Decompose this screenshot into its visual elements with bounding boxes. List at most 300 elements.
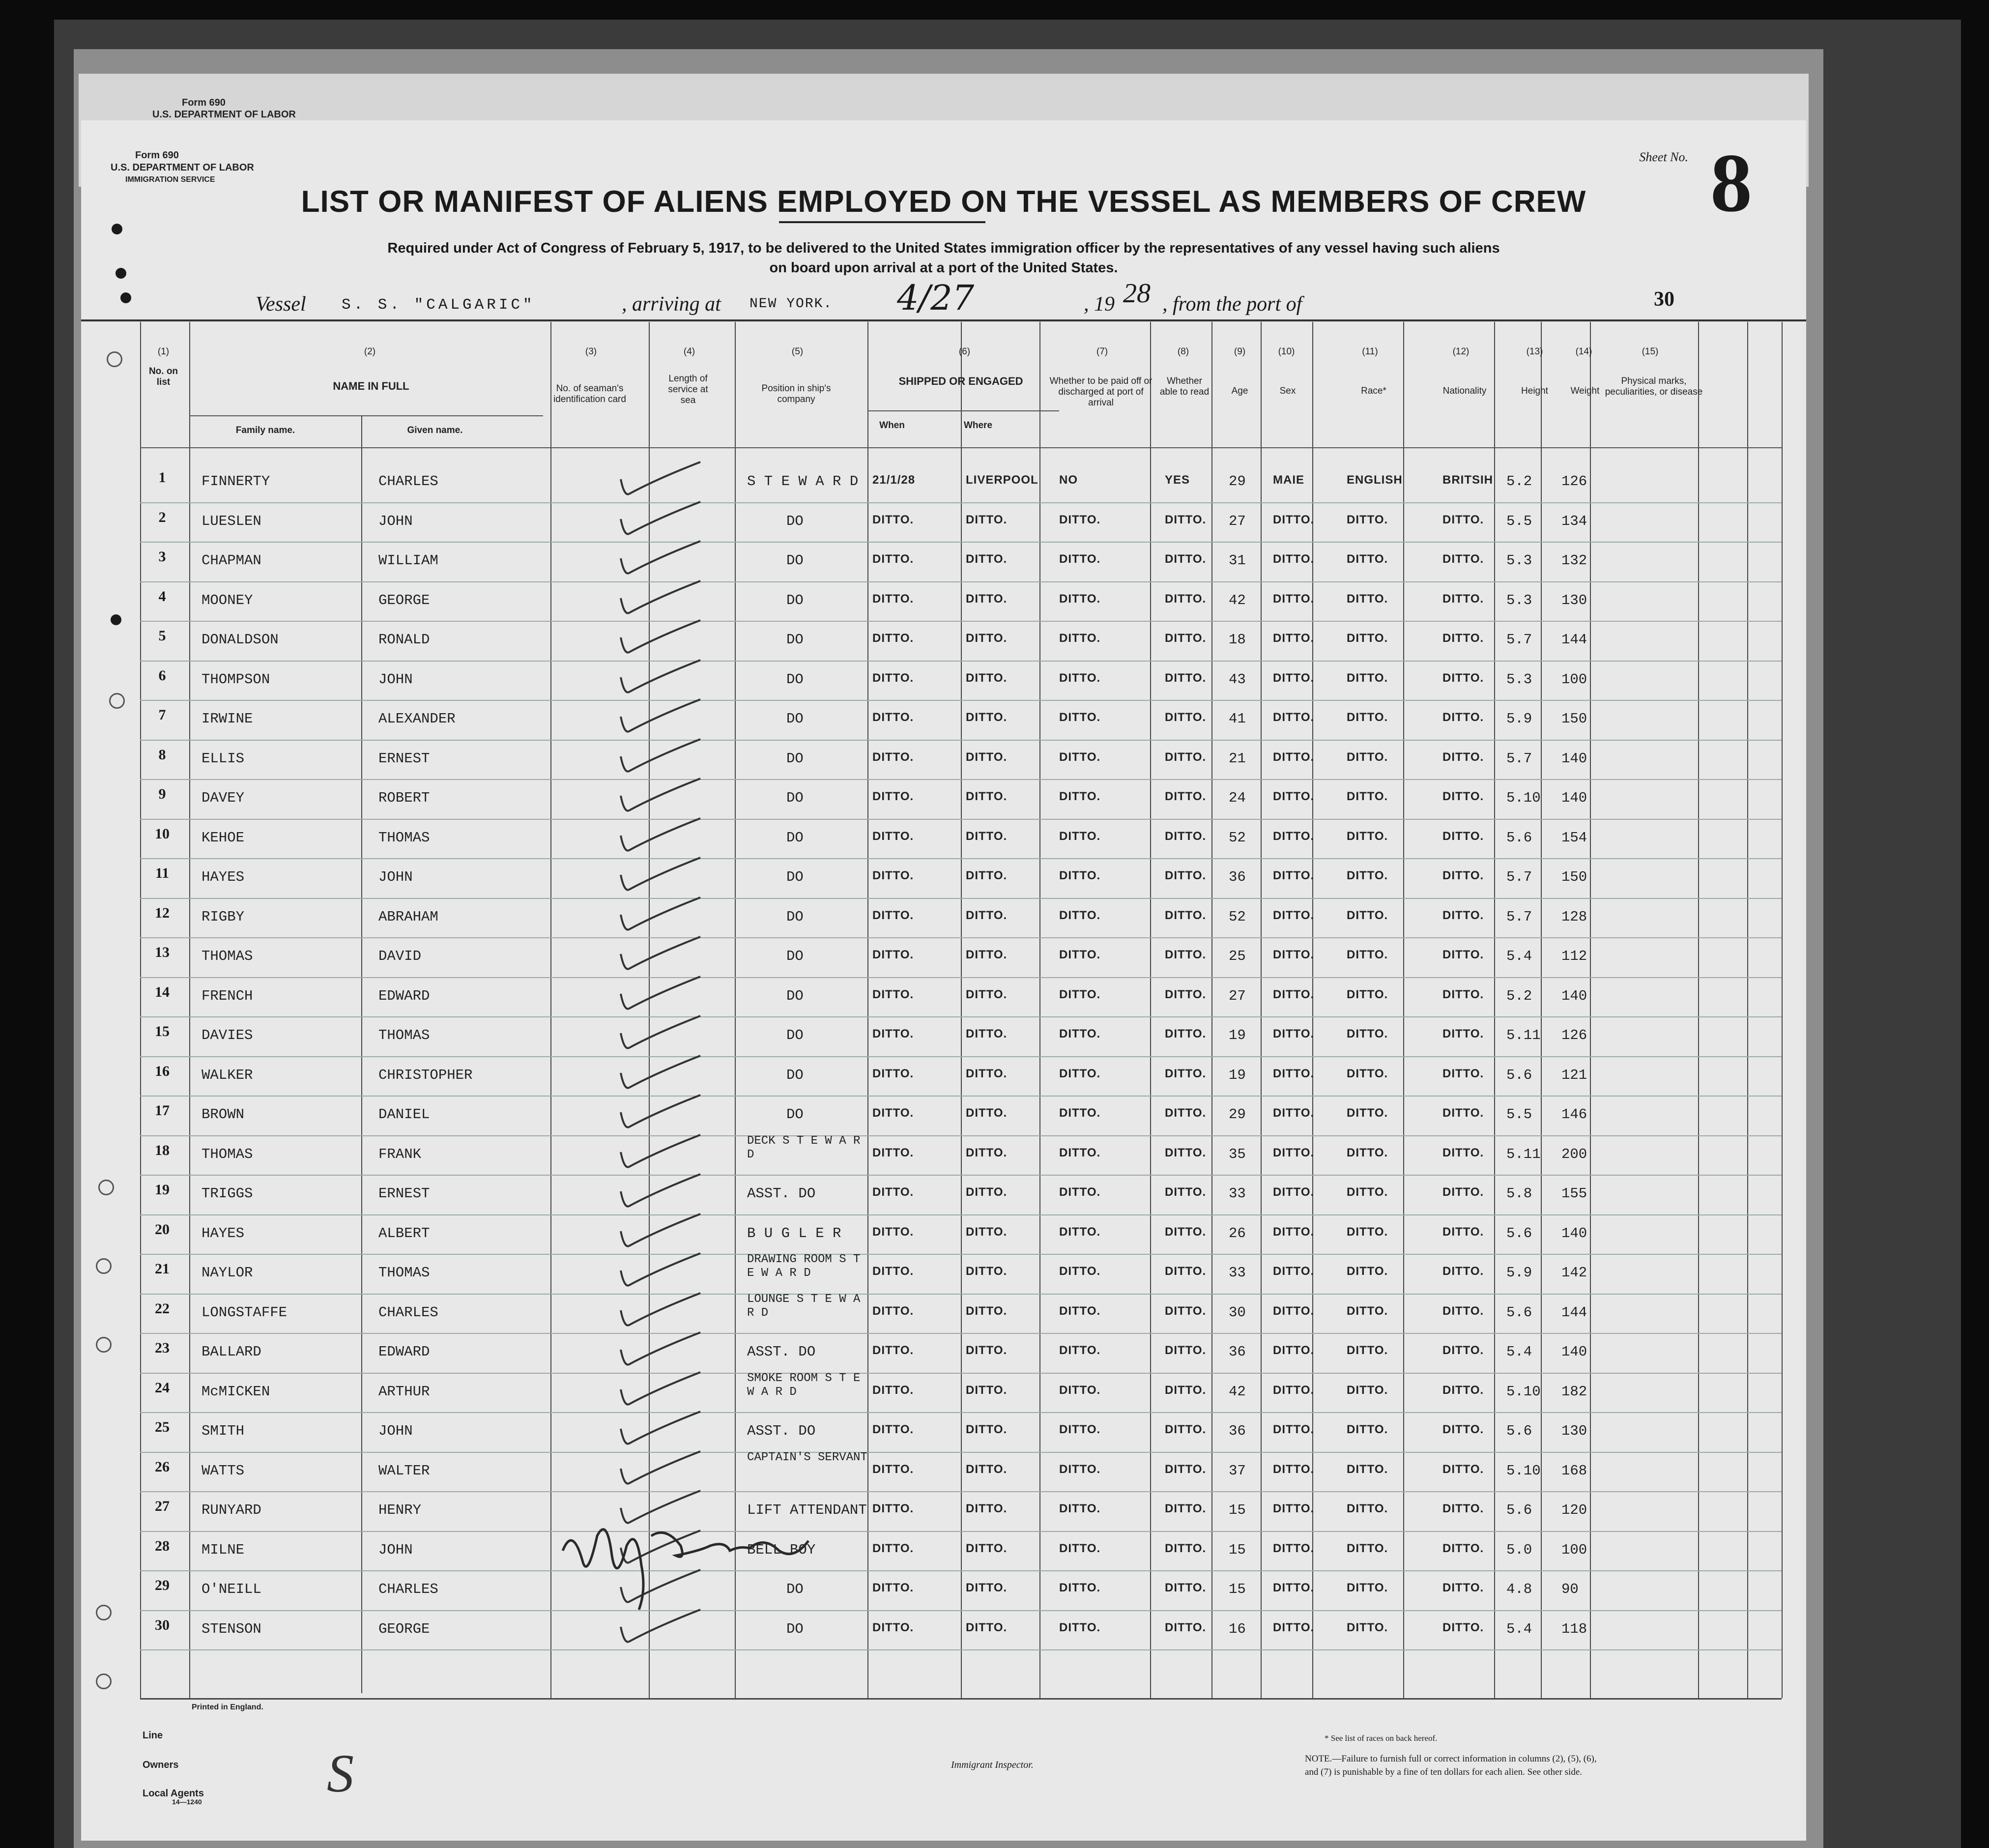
row-rule xyxy=(140,1056,1782,1057)
cell-when: DITTO. xyxy=(872,592,914,606)
cell-when: DITTO. xyxy=(872,632,914,645)
cell-where: DITTO. xyxy=(966,1620,1008,1634)
row-rule xyxy=(140,661,1782,662)
cell-read: DITTO. xyxy=(1165,1225,1207,1239)
name-subheader-line xyxy=(189,415,543,416)
cell-where: DITTO. xyxy=(966,1502,1008,1515)
cell-height: 5.4 xyxy=(1506,948,1532,964)
cell-weight: 128 xyxy=(1561,908,1587,925)
cell-sex: DITTO. xyxy=(1273,592,1315,606)
cell-where: DITTO. xyxy=(966,1185,1008,1199)
cell-nat: DITTO. xyxy=(1442,1541,1484,1555)
cell-nat: DITTO. xyxy=(1442,1620,1484,1634)
cell-given: DAVID xyxy=(378,948,422,964)
cell-race: DITTO. xyxy=(1347,513,1388,526)
row-number: 3 xyxy=(158,549,166,565)
col-15-number: (15) xyxy=(1642,346,1659,357)
cell-paid: DITTO. xyxy=(1059,1027,1101,1040)
cell-weight: 140 xyxy=(1561,987,1587,1004)
header-divider xyxy=(81,319,1806,321)
cell-read: DITTO. xyxy=(1165,1423,1207,1436)
cell-nat: BRITSIH xyxy=(1442,473,1493,487)
cell-race: DITTO. xyxy=(1347,1146,1388,1159)
check-mark-icon xyxy=(617,1053,705,1097)
cell-read: DITTO. xyxy=(1165,592,1207,606)
cell-read: DITTO. xyxy=(1165,750,1207,764)
cell-age: 35 xyxy=(1229,1146,1246,1162)
cell-age: 25 xyxy=(1229,948,1246,964)
row-number: 30 xyxy=(155,1617,170,1633)
cell-when: DITTO. xyxy=(872,1383,914,1397)
col-sex: Sex xyxy=(1279,386,1296,396)
cell-height: 5.6 xyxy=(1506,1502,1532,1518)
cell-age: 43 xyxy=(1229,671,1246,688)
cell-given: THOMAS xyxy=(378,1265,430,1281)
cell-position: DO xyxy=(786,750,804,767)
col-6-number: (6) xyxy=(958,346,971,357)
cell-where: DITTO. xyxy=(966,1067,1008,1080)
cell-read: DITTO. xyxy=(1165,790,1207,803)
cell-nat: DITTO. xyxy=(1442,790,1484,803)
cell-position: DO xyxy=(786,908,804,925)
row-rule xyxy=(140,581,1782,582)
cell-when: DITTO. xyxy=(872,1620,914,1634)
row-rule xyxy=(140,1294,1782,1295)
cell-family: NAYLOR xyxy=(202,1265,253,1281)
cell-weight: 140 xyxy=(1561,750,1587,767)
cell-read: DITTO. xyxy=(1165,632,1207,645)
cell-nat: DITTO. xyxy=(1442,1265,1484,1278)
row-number: 5 xyxy=(158,628,166,644)
cell-paid: DITTO. xyxy=(1059,592,1101,606)
cell-position: BELL BOY xyxy=(747,1541,816,1558)
form-code: 14—1240 xyxy=(172,1798,202,1806)
back-department: U.S. DEPARTMENT OF LABOR xyxy=(152,109,296,120)
cell-race: DITTO. xyxy=(1347,592,1388,606)
cell-age: 15 xyxy=(1229,1541,1246,1558)
cell-where: DITTO. xyxy=(966,750,1008,764)
check-mark-icon xyxy=(617,816,705,860)
cell-height: 5.4 xyxy=(1506,1344,1532,1360)
row-rule xyxy=(140,937,1782,938)
cell-given: EDWARD xyxy=(378,987,430,1004)
cell-age: 15 xyxy=(1229,1502,1246,1518)
cell-read: DITTO. xyxy=(1165,513,1207,526)
cell-nat: DITTO. xyxy=(1442,552,1484,566)
row-rule xyxy=(140,542,1782,543)
col-3-number: (3) xyxy=(585,346,597,357)
cell-when: DITTO. xyxy=(872,1265,914,1278)
cell-height: 5.6 xyxy=(1506,1225,1532,1242)
cell-height: 5.11 xyxy=(1506,1146,1541,1162)
cell-read: DITTO. xyxy=(1165,948,1207,961)
cell-age: 31 xyxy=(1229,552,1246,569)
cell-race: DITTO. xyxy=(1347,908,1388,922)
col-family-name: Family name. xyxy=(235,425,295,435)
cell-race: DITTO. xyxy=(1347,1581,1388,1594)
cell-paid: DITTO. xyxy=(1059,1423,1101,1436)
check-mark-icon xyxy=(617,1449,705,1493)
cell-nat: DITTO. xyxy=(1442,1027,1484,1040)
cell-race: ENGLISH xyxy=(1347,473,1403,487)
row-rule xyxy=(140,779,1782,780)
cell-read: DITTO. xyxy=(1165,711,1207,724)
check-mark-icon xyxy=(617,697,705,741)
cell-given: EDWARD xyxy=(378,1344,430,1360)
cell-age: 24 xyxy=(1229,790,1246,806)
col-4-number: (4) xyxy=(683,346,695,357)
cell-nat: DITTO. xyxy=(1442,829,1484,843)
cell-family: DONALDSON xyxy=(202,632,279,648)
cell-where: DITTO. xyxy=(966,1265,1008,1278)
cell-given: THOMAS xyxy=(378,829,430,846)
check-mark-icon xyxy=(617,1251,705,1295)
check-mark-icon xyxy=(617,1093,705,1137)
cell-height: 5.0 xyxy=(1506,1541,1532,1558)
row-rule xyxy=(140,1452,1782,1453)
cell-position: S T E W A R D xyxy=(747,473,859,490)
cell-paid: NO xyxy=(1059,473,1078,487)
row-number: 7 xyxy=(158,707,166,723)
cell-sex: DITTO. xyxy=(1273,869,1315,882)
cell-where: DITTO. xyxy=(966,513,1008,526)
row-rule xyxy=(140,1016,1782,1017)
cell-nat: DITTO. xyxy=(1442,1225,1484,1239)
cell-age: 15 xyxy=(1229,1581,1246,1597)
cell-weight: 100 xyxy=(1561,671,1587,688)
cell-race: DITTO. xyxy=(1347,1462,1388,1476)
cell-paid: DITTO. xyxy=(1059,711,1101,724)
cell-position: DO xyxy=(786,1027,804,1043)
cell-weight: 154 xyxy=(1561,829,1587,846)
cell-when: 21/1/28 xyxy=(872,473,916,487)
cell-when: DITTO. xyxy=(872,1027,914,1040)
cell-age: 37 xyxy=(1229,1462,1246,1479)
cell-age: 21 xyxy=(1229,750,1246,767)
cell-read: DITTO. xyxy=(1165,1620,1207,1634)
penalty-note: NOTE.—Failure to furnish full or correct information in columns (2), (5), (6), and (7) is punishable by a fine of ten dollars for each alien. See other side. xyxy=(1305,1754,1597,1777)
cell-nat: DITTO. xyxy=(1442,1344,1484,1357)
cell-when: DITTO. xyxy=(872,1462,914,1476)
cell-race: DITTO. xyxy=(1347,1383,1388,1397)
row-rule xyxy=(140,502,1782,503)
check-mark-icon xyxy=(617,499,705,544)
cell-weight: 150 xyxy=(1561,711,1587,727)
cell-weight: 144 xyxy=(1561,632,1587,648)
cell-paid: DITTO. xyxy=(1059,1265,1101,1278)
cell-when: DITTO. xyxy=(872,1146,914,1159)
cell-position: LOUNGE S T E W A R D xyxy=(747,1292,861,1320)
col-length-service: Length of service at sea xyxy=(668,374,708,405)
check-mark-icon xyxy=(617,1370,705,1414)
arriving-port: NEW YORK. xyxy=(749,296,833,312)
cell-sex: DITTO. xyxy=(1273,1344,1315,1357)
cell-sex: DITTO. xyxy=(1273,1185,1315,1199)
binder-ring xyxy=(98,1180,114,1195)
cell-family: THOMAS xyxy=(202,948,253,964)
cell-when: DITTO. xyxy=(872,750,914,764)
cell-where: DITTO. xyxy=(966,790,1008,803)
cell-given: JOHN xyxy=(378,671,413,688)
cell-position: CAPTAIN'S SERVANT xyxy=(747,1450,867,1464)
cell-nat: DITTO. xyxy=(1442,632,1484,645)
row-number: 28 xyxy=(155,1537,170,1554)
col-race: Race* xyxy=(1361,386,1386,396)
cell-paid: DITTO. xyxy=(1059,869,1101,882)
cell-paid: DITTO. xyxy=(1059,1620,1101,1634)
cell-when: DITTO. xyxy=(872,1106,914,1120)
check-mark-icon xyxy=(617,539,705,583)
cell-read: DITTO. xyxy=(1165,1146,1207,1159)
col-height: Height xyxy=(1521,386,1548,396)
cell-when: DITTO. xyxy=(872,513,914,526)
check-mark-icon xyxy=(617,855,705,899)
cell-age: 27 xyxy=(1229,987,1246,1004)
cell-family: HAYES xyxy=(202,869,245,885)
cell-race: DITTO. xyxy=(1347,1185,1388,1199)
row-number: 16 xyxy=(155,1063,170,1079)
cell-weight: 140 xyxy=(1561,1225,1587,1242)
row-number: 19 xyxy=(155,1182,170,1198)
row-rule xyxy=(140,1412,1782,1413)
back-form-number: Form 690 xyxy=(182,97,226,108)
col-physical-marks: Physical marks, peculiarities, or disease xyxy=(1605,376,1703,397)
cell-read: DITTO. xyxy=(1165,1581,1207,1594)
cell-height: 5.10 xyxy=(1506,1462,1541,1479)
row-number: 15 xyxy=(155,1023,170,1040)
col-where: Where xyxy=(963,420,993,431)
row-number: 1 xyxy=(158,469,166,486)
cell-where: DITTO. xyxy=(966,1304,1008,1318)
row-rule xyxy=(140,740,1782,741)
cell-nat: DITTO. xyxy=(1442,1383,1484,1397)
cell-sex: DITTO. xyxy=(1273,1106,1315,1120)
cell-family: SMITH xyxy=(202,1423,245,1439)
col-seaman-card: No. of seaman's identification card xyxy=(553,383,626,404)
cell-where: DITTO. xyxy=(966,592,1008,606)
cell-read: DITTO. xyxy=(1165,1462,1207,1476)
cell-paid: DITTO. xyxy=(1059,1581,1101,1594)
binder-hole xyxy=(120,292,131,303)
check-mark-icon xyxy=(617,1330,705,1374)
binder-ring xyxy=(109,693,125,709)
cell-when: DITTO. xyxy=(872,671,914,685)
cell-family: KEHOE xyxy=(202,829,245,846)
cell-weight: 146 xyxy=(1561,1106,1587,1123)
col-8-number: (8) xyxy=(1177,346,1189,357)
cell-sex: DITTO. xyxy=(1273,1541,1315,1555)
cell-read: DITTO. xyxy=(1165,908,1207,922)
cell-when: DITTO. xyxy=(872,1304,914,1318)
handwritten-date: 4/27 xyxy=(897,278,975,318)
cell-position: ASST. DO xyxy=(747,1423,816,1439)
cell-family: LONGSTAFFE xyxy=(202,1304,288,1321)
cell-given: ALEXANDER xyxy=(378,711,456,727)
row-number: 23 xyxy=(155,1340,170,1356)
title-underline xyxy=(779,221,985,223)
cell-read: DITTO. xyxy=(1165,869,1207,882)
cell-paid: DITTO. xyxy=(1059,1067,1101,1080)
cell-when: DITTO. xyxy=(872,711,914,724)
cell-paid: DITTO. xyxy=(1059,908,1101,922)
cell-where: DITTO. xyxy=(966,1423,1008,1436)
inspector-signature xyxy=(553,1506,818,1615)
row-rule xyxy=(140,1649,1782,1650)
row-rule xyxy=(140,1373,1782,1374)
col-13-number: (13) xyxy=(1526,346,1543,357)
cell-given: GEORGE xyxy=(378,1620,430,1637)
cell-age: 42 xyxy=(1229,592,1246,608)
vessel-label: Vessel xyxy=(256,293,306,316)
row-number: 22 xyxy=(155,1300,170,1317)
cell-position: DO xyxy=(786,552,804,569)
cell-race: DITTO. xyxy=(1347,869,1388,882)
cell-when: DITTO. xyxy=(872,987,914,1001)
row-rule xyxy=(140,1214,1782,1215)
cell-race: DITTO. xyxy=(1347,1225,1388,1239)
row-rule xyxy=(140,1333,1782,1334)
cell-race: DITTO. xyxy=(1347,1423,1388,1436)
cell-paid: DITTO. xyxy=(1059,1185,1101,1199)
check-mark-icon xyxy=(617,1409,705,1453)
cell-race: DITTO. xyxy=(1347,711,1388,724)
cell-weight: 132 xyxy=(1561,552,1587,569)
cell-race: DITTO. xyxy=(1347,1502,1388,1515)
cell-nat: DITTO. xyxy=(1442,1067,1484,1080)
col-when: When xyxy=(879,420,905,431)
cell-read: DITTO. xyxy=(1165,1067,1207,1080)
cell-paid: DITTO. xyxy=(1059,1304,1101,1318)
cell-family: BROWN xyxy=(202,1106,245,1123)
cell-height: 5.7 xyxy=(1506,632,1532,648)
cell-race: DITTO. xyxy=(1347,552,1388,566)
cell-where: DITTO. xyxy=(966,948,1008,961)
cell-where: DITTO. xyxy=(966,1027,1008,1040)
cell-given: CHARLES xyxy=(378,1304,438,1321)
cell-age: 29 xyxy=(1229,1106,1246,1123)
cell-age: 36 xyxy=(1229,1344,1246,1360)
cell-nat: DITTO. xyxy=(1442,987,1484,1001)
cell-age: 52 xyxy=(1229,908,1246,925)
cell-sex: DITTO. xyxy=(1273,948,1315,961)
cell-where: DITTO. xyxy=(966,987,1008,1001)
cell-weight: 112 xyxy=(1561,948,1587,964)
cell-sex: DITTO. xyxy=(1273,1581,1315,1594)
cell-paid: DITTO. xyxy=(1059,1502,1101,1515)
cell-sex: DITTO. xyxy=(1273,1423,1315,1436)
col-1-number: (1) xyxy=(157,346,170,357)
cell-position: DO xyxy=(786,869,804,885)
row-rule xyxy=(140,1531,1782,1532)
cell-sex: DITTO. xyxy=(1273,908,1315,922)
cell-family: CHAPMAN xyxy=(202,552,261,569)
cell-family: O'NEILL xyxy=(202,1581,261,1597)
binder-ring xyxy=(96,1605,112,1620)
cell-weight: 100 xyxy=(1561,1541,1587,1558)
cell-read: DITTO. xyxy=(1165,1185,1207,1199)
cell-age: 36 xyxy=(1229,1423,1246,1439)
cell-sex: DITTO. xyxy=(1273,750,1315,764)
cell-paid: DITTO. xyxy=(1059,1462,1101,1476)
col-nationality: Nationality xyxy=(1442,386,1487,396)
footer-divider xyxy=(140,1698,1782,1700)
cell-height: 5.3 xyxy=(1506,671,1532,688)
cell-family: THOMAS xyxy=(202,1146,253,1162)
cell-sex: DITTO. xyxy=(1273,1502,1315,1515)
cell-race: DITTO. xyxy=(1347,1067,1388,1080)
cell-position: LIFT ATTENDANT xyxy=(747,1502,867,1518)
cell-position: DO xyxy=(786,592,804,608)
cell-race: DITTO. xyxy=(1347,790,1388,803)
cell-sex: DITTO. xyxy=(1273,1383,1315,1397)
binder-ring xyxy=(107,351,122,367)
cell-height: 5.6 xyxy=(1506,1067,1532,1083)
cell-given: GEORGE xyxy=(378,592,430,608)
cell-when: DITTO. xyxy=(872,1225,914,1239)
cell-sex: MAIE xyxy=(1273,473,1304,487)
cell-read: DITTO. xyxy=(1165,1106,1207,1120)
check-mark-icon xyxy=(617,460,705,504)
cell-given: DANIEL xyxy=(378,1106,430,1123)
count-handwritten: 30 xyxy=(1654,288,1674,311)
row-number: 21 xyxy=(155,1261,170,1277)
cell-nat: DITTO. xyxy=(1442,1185,1484,1199)
cell-weight: 90 xyxy=(1561,1581,1579,1597)
cell-given: FRANK xyxy=(378,1146,422,1162)
cell-paid: DITTO. xyxy=(1059,513,1101,526)
cell-height: 5.5 xyxy=(1506,1106,1532,1123)
cell-nat: DITTO. xyxy=(1442,1502,1484,1515)
row-number: 13 xyxy=(155,944,170,960)
cell-family: THOMPSON xyxy=(202,671,270,688)
cell-nat: DITTO. xyxy=(1442,671,1484,685)
cell-age: 29 xyxy=(1229,473,1246,490)
cell-age: 27 xyxy=(1229,513,1246,529)
cell-where: DITTO. xyxy=(966,1225,1008,1239)
from-port-label: , from the port of xyxy=(1162,293,1302,316)
arriving-label: , arriving at xyxy=(622,293,721,316)
cell-paid: DITTO. xyxy=(1059,1383,1101,1397)
binder-ring xyxy=(96,1674,112,1689)
cell-sex: DITTO. xyxy=(1273,1462,1315,1476)
cell-given: ROBERT xyxy=(378,790,430,806)
cell-race: DITTO. xyxy=(1347,987,1388,1001)
cell-given: CHARLES xyxy=(378,1581,438,1597)
department: U.S. DEPARTMENT OF LABOR xyxy=(111,162,254,173)
cell-given: HENRY xyxy=(378,1502,422,1518)
cell-family: LUESLEN xyxy=(202,513,261,529)
footer-line-label: Line xyxy=(143,1730,163,1741)
cell-given: ABRAHAM xyxy=(378,908,438,925)
cell-family: BALLARD xyxy=(202,1344,261,1360)
cell-race: DITTO. xyxy=(1347,1620,1388,1634)
check-mark-icon xyxy=(617,578,705,623)
cell-where: LIVERPOOL xyxy=(966,473,1038,487)
cell-family: STENSON xyxy=(202,1620,261,1637)
cell-when: DITTO. xyxy=(872,869,914,882)
check-mark-icon xyxy=(617,1291,705,1335)
cell-when: DITTO. xyxy=(872,1541,914,1555)
cell-age: 52 xyxy=(1229,829,1246,846)
cell-weight: 134 xyxy=(1561,513,1587,529)
cell-given: ALBERT xyxy=(378,1225,430,1242)
cell-nat: DITTO. xyxy=(1442,592,1484,606)
cell-height: 5.10 xyxy=(1506,790,1541,806)
col-position: Position in ship's company xyxy=(761,383,831,404)
binder-hole xyxy=(112,224,122,234)
cell-where: DITTO. xyxy=(966,829,1008,843)
cell-sex: DITTO. xyxy=(1273,790,1315,803)
